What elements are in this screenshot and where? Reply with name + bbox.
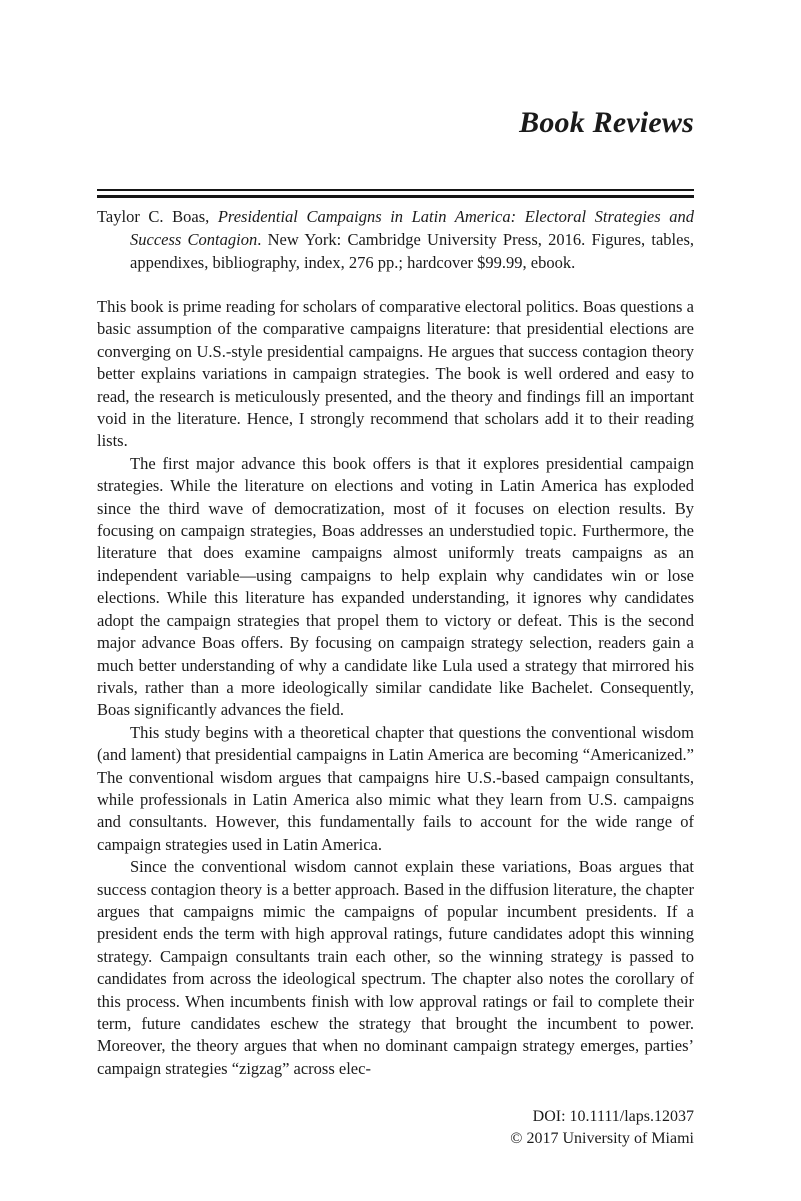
section-divider-rule <box>97 189 694 198</box>
review-paragraph: The first major advance this book offers is that it explores presidential campaign strategies. While the literature on elections and voting in Latin America has exploded since the third wave of democratization, most of it focuses on election results. By focusing on campaign strategies, Boas addresses an understudied topic. Furthermore, the literature that does examine campaigns almost uniformly treats campaigns as an independent variable—using campaigns to help explain why candidates win or lose elections. While this literature has expanded understanding, it ignores why candidates adopt the campaign strategies that propel them to victory or defeat. This is the second major advance Boas offers. By focusing on campaign strategy selection, readers gain a much better understanding of why a candidate like Lula used a strategy that mirrored his rivals, rather than a more ideologically similar candidate like Bachelet. Consequently, Boas significantly advances the field. <box>97 453 694 720</box>
doi-line: DOI: 10.1111/laps.12037 <box>532 1108 694 1125</box>
page-footer <box>97 1106 694 1149</box>
copyright-line: © 2017 University of Miami <box>510 1129 694 1147</box>
citation-publication-info: . New York: Cambridge University Press, 2016. Figures, tables, appendixes, bibliography, index, 276 pp.; hardcover $99.99, ebook. <box>130 230 694 272</box>
review-paragraph: This book is prime reading for scholars of comparative electoral politics. Boas questions a basic assumption of the comparative campaigns literature: that presidential elections are converging on U.S.-style presidential campaigns. He argues that success contagion theory better explains variations in campaign strategies. The book is well ordered and easy to read, the research is meticulously presented, and the theory and findings fill an important void in the literature. Hence, I strongly recommend that scholars add it to their reading lists. <box>97 297 694 451</box>
review-body <box>97 296 694 1080</box>
citation-author: Taylor C. Boas, <box>97 207 218 226</box>
review-paragraph: Since the conventional wisdom cannot explain these variations, Boas argues that success contagion theory is a better approach. Based in the diffusion literature, the chapter argues that campaigns mimic the campaigns of popular incumbent presidents. If a president ends the term with high approval ratings, future candidates adopt this winning strategy. Campaign consultants train each other, so the winning strategy is passed to candidates from across the ideological spectrum. The chapter also notes the corollary of this process. When incumbents finish with low approval ratings or fail to complete their term, future candidates eschew the strategy that brought the incumbent to power. Moreover, the theory argues that when no dominant campaign strategy emerges, parties’ campaign strategies “zigzag” across elec- <box>97 857 694 1078</box>
page-title: Book Reviews <box>519 106 694 139</box>
review-paragraph: This study begins with a theoretical chapter that questions the conventional wisdom (and lament) that presidential campaigns in Latin America are becoming “Americanized.” The conventional wisdom argues that campaigns hire U.S.-based campaign consultants, while professionals in Latin America also mimic what they learn from U.S. campaigns and consultants. However, this fundamentally fails to account for the wide range of campaign strategies used in Latin America. <box>97 722 694 854</box>
book-citation <box>97 205 694 274</box>
citation-book-title: Presidential Campaigns in Latin America: Electoral Strategies and Success Contagion <box>130 207 694 249</box>
